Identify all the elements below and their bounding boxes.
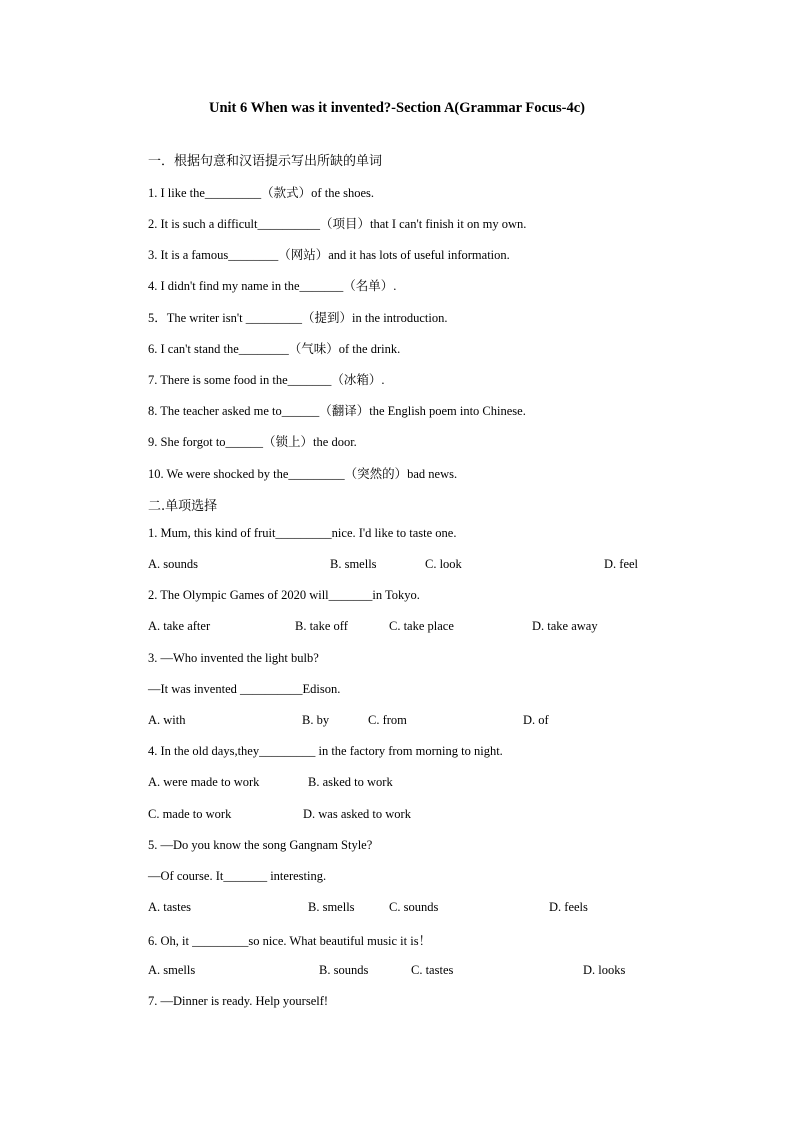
fill-item-4: 4. I didn't find my name in the_______（名单）.	[148, 279, 397, 293]
fill-item-7: 7. There is some food in the_______（冰箱）.	[148, 373, 385, 387]
question-6-option-b: B. sounds	[319, 963, 369, 977]
question-6-stem: 6. Oh, it _________so nice. What beautiful music it is！	[148, 934, 432, 948]
question-6-option-d: D. looks	[583, 963, 626, 977]
question-2-option-b: B. take off	[295, 619, 348, 633]
fill-item-3: 3. It is a famous________（网站）and it has lots of useful information.	[148, 248, 510, 262]
fill-item-6: 6. I can't stand the________（气味）of the drink.	[148, 342, 401, 356]
question-3-stem: 3. —Who invented the light bulb?	[148, 651, 319, 665]
question-1-option-c: C. look	[425, 557, 462, 571]
section1-heading: 一．根据句意和汉语提示写出所缺的单词	[148, 154, 383, 169]
question-5-option-d: D. feels	[549, 900, 588, 914]
question-5-option-b: B. smells	[308, 900, 355, 914]
question-3-option-b: B. by	[302, 713, 330, 727]
question-1-option-d: D. feel	[604, 557, 639, 571]
fill-item-9: 9. She forgot to______（锁上）the door.	[148, 435, 357, 449]
question-1-option-a: A. sounds	[148, 557, 199, 571]
question-1-stem: 1. Mum, this kind of fruit_________nice. I'd like to taste one.	[148, 526, 457, 540]
question-2-option-d: D. take away	[532, 619, 598, 633]
question-6-option-c: C. tastes	[411, 963, 454, 977]
question-7-stem: 7. —Dinner is ready. Help yourself!	[148, 994, 329, 1008]
question-3-stem-2: —It was invented __________Edison.	[148, 682, 341, 696]
question-5-stem-2: —Of course. It_______ interesting.	[148, 869, 327, 883]
question-2-stem: 2. The Olympic Games of 2020 will_______in Tokyo.	[148, 588, 420, 602]
question-3-option-a: A. with	[148, 713, 186, 727]
question-3-option-c: C. from	[368, 713, 407, 727]
question-6-option-a: A. smells	[148, 963, 196, 977]
fill-item-5: 5．The writer isn't _________（提到）in the introduction.	[148, 311, 448, 325]
question-5-option-a: A. tastes	[148, 900, 192, 914]
question-1-option-b: B. smells	[330, 557, 377, 571]
fill-item-2: 2. It is such a difficult__________（项目）that I can't finish it on my own.	[148, 217, 527, 231]
question-3-option-d: D. of	[523, 713, 549, 727]
question-4-option-b: B. asked to work	[308, 775, 393, 789]
question-5-option-c: C. sounds	[389, 900, 439, 914]
question-4-option-c: C. made to work	[148, 807, 232, 821]
question-4-option-d: D. was asked to work	[303, 807, 411, 821]
fill-item-10: 10. We were shocked by the_________（突然的）bad news.	[148, 467, 458, 481]
fill-item-8: 8. The teacher asked me to______（翻译）the English poem into Chinese.	[148, 404, 526, 418]
question-5-stem: 5. —Do you know the song Gangnam Style?	[148, 838, 373, 852]
question-4-stem: 4. In the old days,they_________ in the factory from morning to night.	[148, 744, 503, 758]
fill-item-1: 1. I like the_________（款式）of the shoes.	[148, 186, 375, 200]
question-2-option-a: A. take after	[148, 619, 211, 633]
page-title: Unit 6 When was it invented?-Section A(Grammar Focus-4c)	[208, 100, 586, 116]
question-4-option-a: A. were made to work	[148, 775, 260, 789]
question-2-option-c: C. take place	[389, 619, 454, 633]
section2-heading: 二.单项选择	[148, 499, 218, 514]
